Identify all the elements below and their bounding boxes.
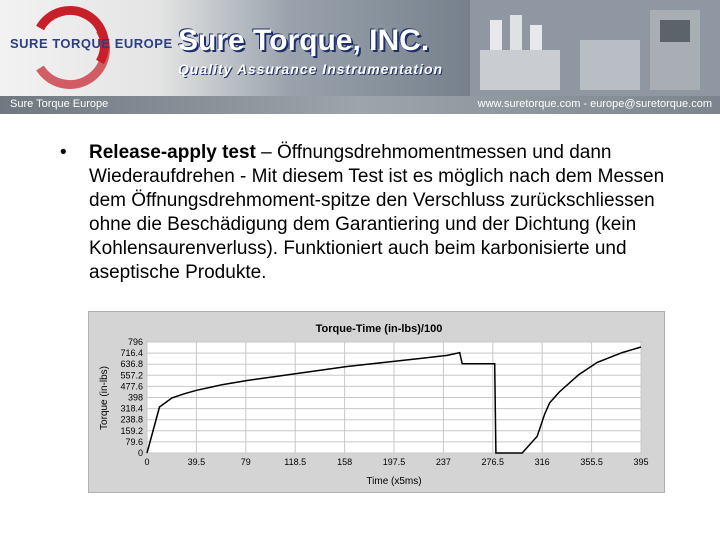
x-tick-label: 118.5 [284, 457, 307, 467]
strip-contact: www.suretorque.com - europe@suretorque.com [477, 98, 712, 110]
chart-title: Torque-Time (in-lbs)/100 [315, 323, 443, 335]
test-term: Release-apply test [89, 142, 256, 163]
y-tick-label: 318.4 [120, 403, 143, 414]
chart-svg [89, 312, 664, 492]
bullet-paragraph [89, 141, 669, 285]
y-tick-label: 0 [137, 448, 143, 458]
x-axis-label: Time (x5ms) [366, 476, 422, 487]
tagline: Quality Assurance Instrumentation [178, 61, 444, 77]
logo-text: SURE TORQUE EUROPE [10, 36, 173, 51]
header-banner [0, 0, 720, 96]
y-tick-labels [120, 337, 143, 458]
y-tick-label: 796 [127, 337, 143, 347]
x-tick-label: 316 [534, 457, 550, 467]
y-tick-label: 79.6 [125, 436, 143, 447]
y-tick-label: 557.2 [120, 370, 143, 381]
contact-strip [0, 96, 720, 114]
x-tick-label: 395 [633, 457, 649, 467]
y-tick-label: 477.6 [120, 381, 143, 392]
y-tick-label: 159.2 [120, 425, 143, 436]
y-axis-label: Torque (in-lbs) [99, 366, 110, 430]
x-tick-label: 276.5 [481, 457, 505, 467]
sure-torque-europe-logo [0, 0, 173, 96]
lab-equipment-image [470, 0, 720, 96]
x-tick-label: 158 [337, 457, 353, 467]
x-tick-label: 79 [240, 457, 251, 467]
strip-company: Sure Torque Europe [10, 98, 109, 110]
company-name: Sure Torque, INC. [178, 24, 430, 57]
torque-time-chart [88, 311, 665, 493]
y-tick-label: 716.4 [120, 348, 143, 359]
x-tick-labels [144, 457, 648, 467]
y-tick-label: 398 [127, 392, 143, 403]
test-description: – Öffnungsdrehmomentmessen und dann Wiederaufdrehen - Mit diesem Test ist es möglich nach dem Messen dem Öffnungsdrehmoment-spitze den Verschluss zurückschliessen ohne die Beschädigung dem Garantiering und der Dichtung (kein Kohlensaurenverluss). Funktioniert auch beim karbonisierte und aseptische Produkte. [89, 142, 665, 283]
bullet-marker: • [60, 142, 67, 163]
y-tick-label: 238.8 [120, 414, 143, 425]
x-tick-label: 355.5 [580, 457, 603, 467]
x-tick-label: 39.5 [187, 457, 206, 467]
x-tick-label: 237 [435, 457, 451, 467]
x-tick-label: 0 [144, 457, 150, 467]
y-tick-label: 636.8 [120, 359, 143, 370]
x-tick-label: 197.5 [382, 457, 406, 467]
